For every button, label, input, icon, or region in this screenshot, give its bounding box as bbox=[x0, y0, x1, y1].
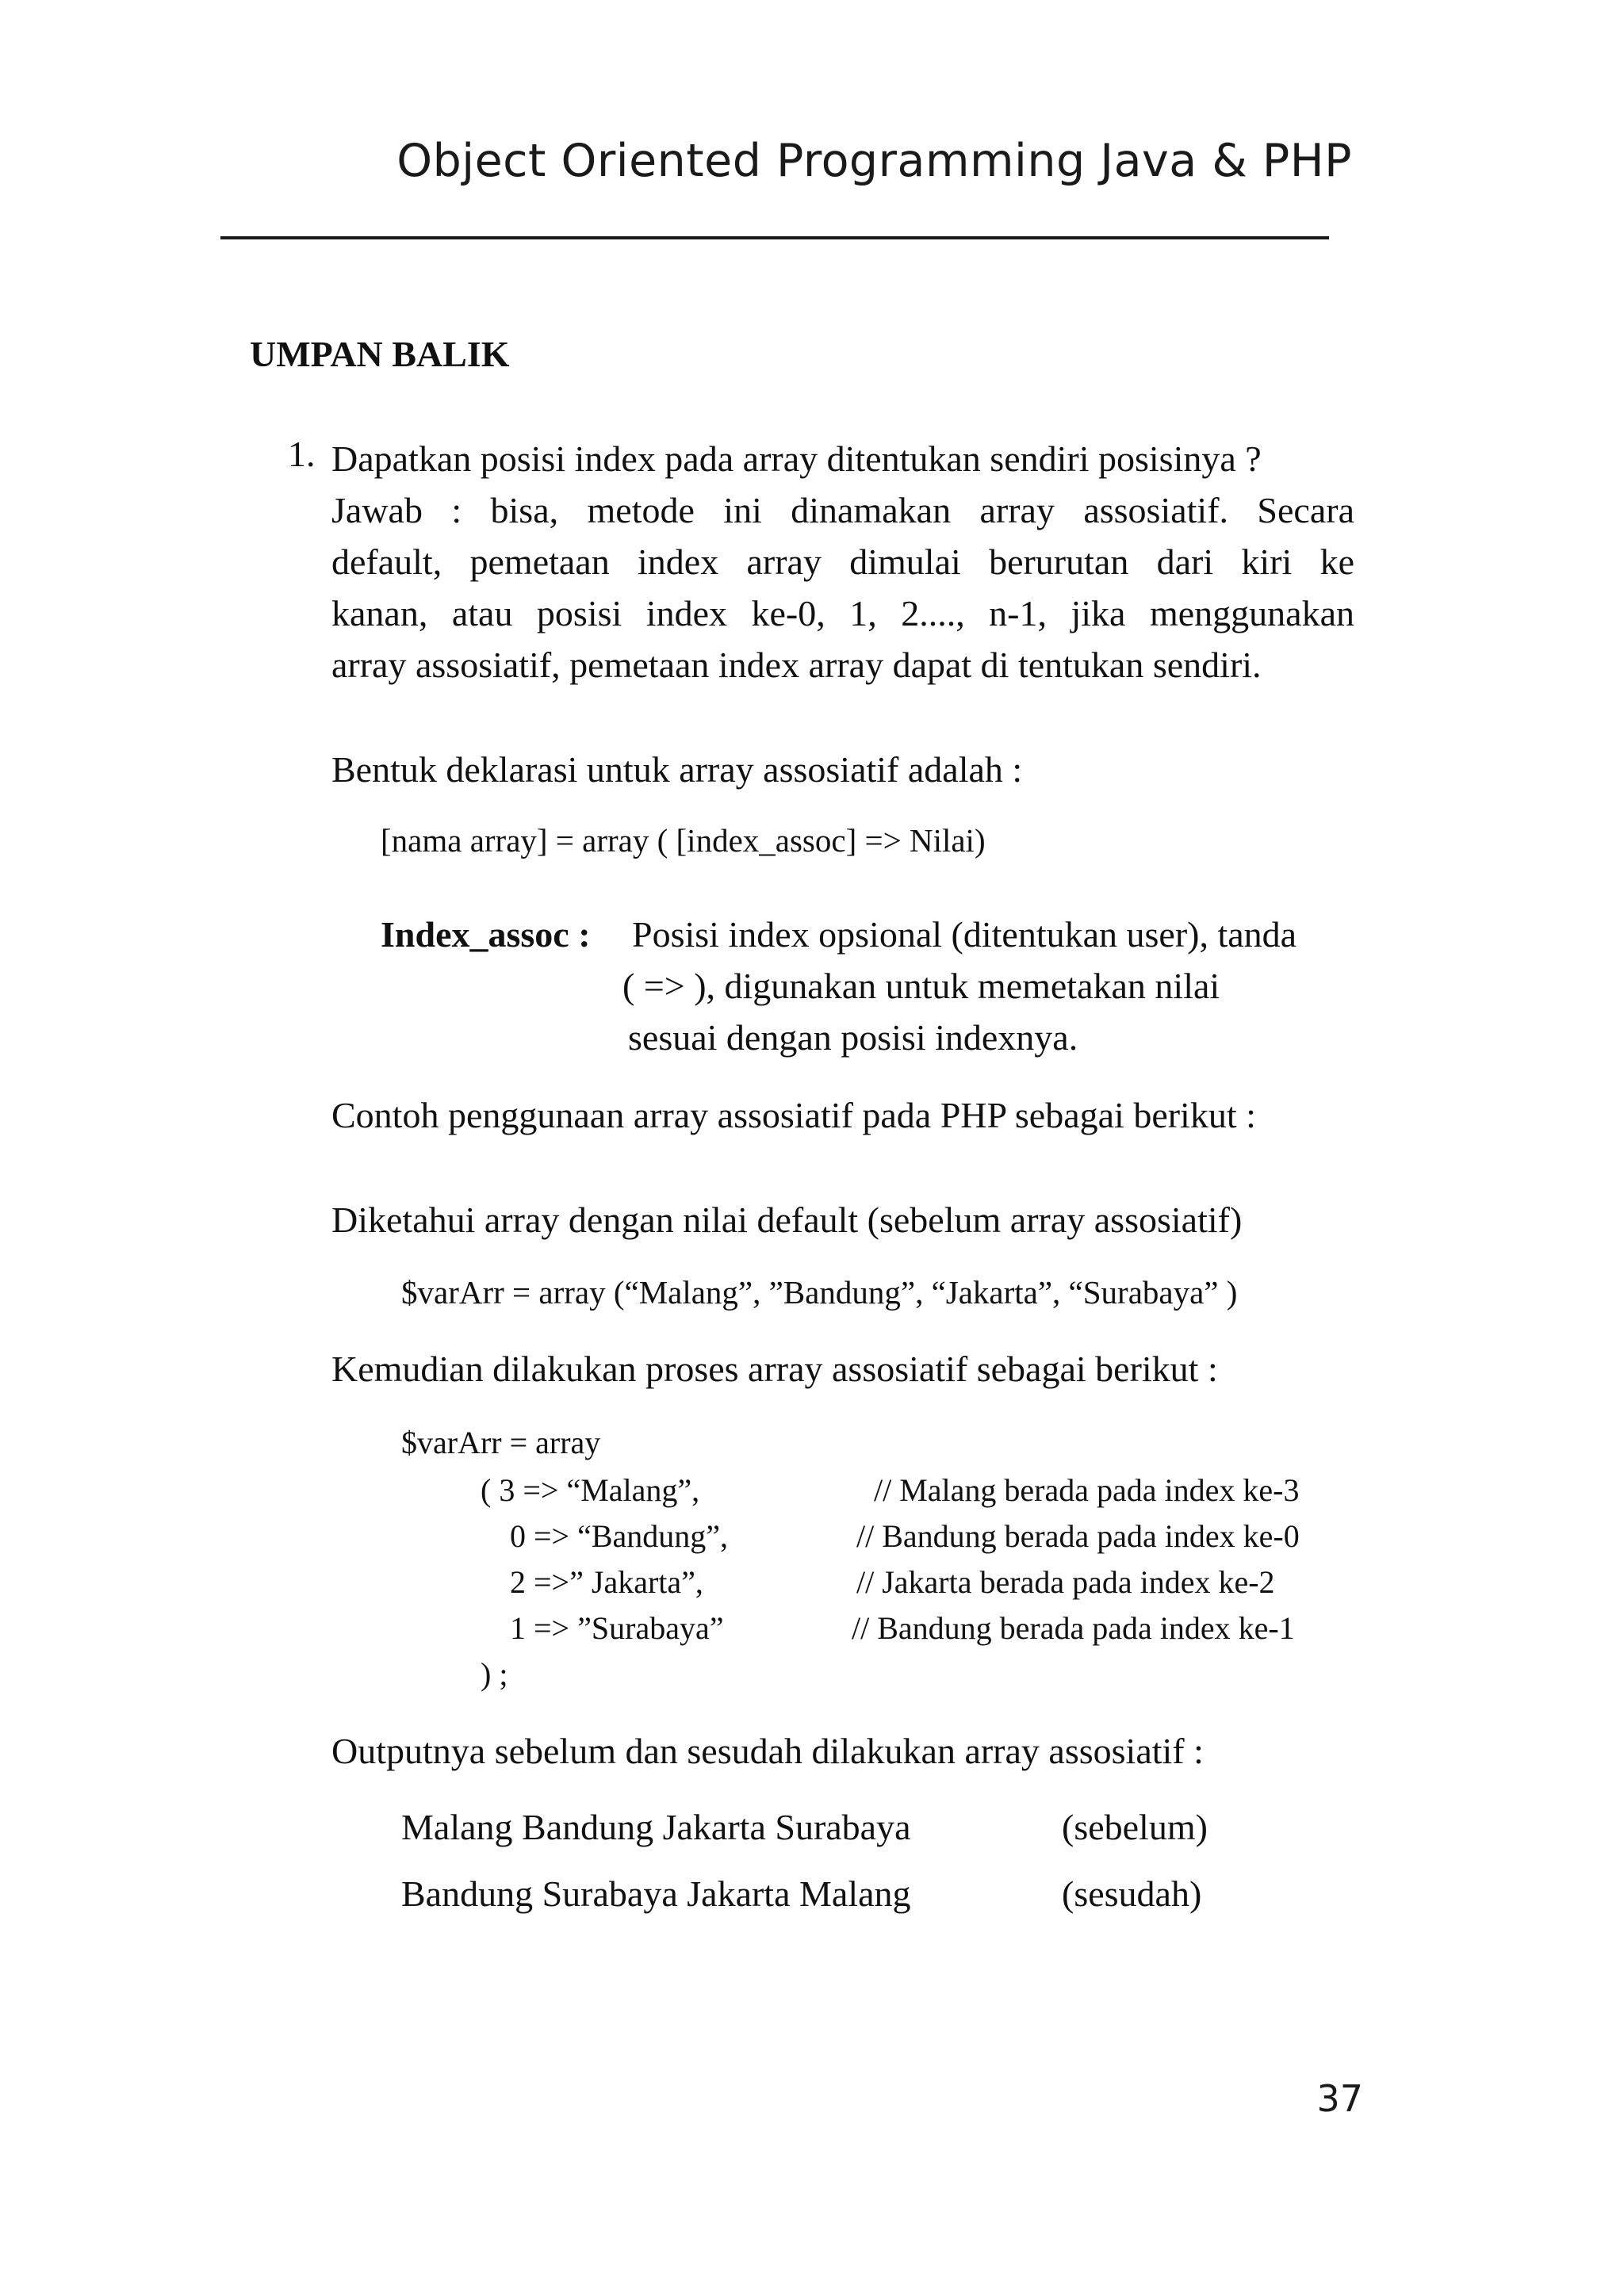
answer-line-2: default, pemetaan index array dimulai berurutan dari kiri ke bbox=[331, 541, 1354, 582]
example-intro: Contoh penggunaan array assosiatif pada PHP sebagai berikut : bbox=[331, 1095, 1256, 1135]
index-assoc-desc-2: ( => ), digunakan untuk memetakan nilai bbox=[622, 966, 1220, 1006]
assoc-code-row-3: 2 =>” Jakarta”, bbox=[510, 1564, 703, 1600]
assoc-comment-row-2: // Bandung berada pada index ke-0 bbox=[856, 1518, 1300, 1554]
assoc-comment-row-3: // Jakarta berada pada index ke-2 bbox=[856, 1564, 1275, 1600]
index-assoc-desc-1: Posisi index opsional (ditentukan user), tanda bbox=[632, 914, 1297, 955]
example-known: Diketahui array dengan nilai default (sebelum array assosiatif) bbox=[331, 1200, 1243, 1240]
assoc-code-row-4: 1 => ”Surabaya” bbox=[510, 1610, 724, 1646]
assoc-comment-row-1: // Malang berada pada index ke-3 bbox=[874, 1472, 1300, 1508]
declaration-syntax: [nama array] = array ( [index_assoc] => Nilai) bbox=[381, 822, 986, 859]
output-before-values: Malang Bandung Jakarta Surabaya bbox=[401, 1807, 911, 1847]
process-intro: Kemudian dilakukan proses array assosiatif sebagai berikut : bbox=[331, 1349, 1218, 1389]
assoc-code-open: $varArr = array bbox=[401, 1425, 601, 1460]
output-before-label: (sebelum) bbox=[1062, 1807, 1208, 1847]
running-header: Object Oriented Programming Java & PHP bbox=[396, 135, 1352, 187]
answer-line-4: array assosiatif, pemetaan index array dapat di tentukan sendiri. bbox=[331, 645, 1262, 685]
question-text: Dapatkan posisi index pada array ditentukan sendiri posisinya ? bbox=[331, 438, 1262, 479]
question-paragraph bbox=[331, 433, 1354, 691]
header-rule bbox=[220, 236, 1329, 239]
output-intro: Outputnya sebelum dan sesudah dilakukan array assosiatif : bbox=[331, 1731, 1204, 1771]
output-after-values: Bandung Surabaya Jakarta Malang bbox=[401, 1873, 911, 1914]
assoc-code-row-2: 0 => “Bandung”, bbox=[510, 1518, 729, 1554]
index-assoc-desc-3: sesuai dengan posisi indexnya. bbox=[628, 1017, 1078, 1058]
assoc-comment-row-4: // Bandung berada pada index ke-1 bbox=[852, 1610, 1295, 1646]
section-title: UMPAN BALIK bbox=[250, 334, 510, 374]
answer-line-1: Jawab : bisa, metode ini dinamakan array assosiatif. Secara bbox=[331, 490, 1354, 530]
answer-line-3: kanan, atau posisi index ke-0, 1, 2...., n-1, jika menggunakan bbox=[331, 593, 1354, 633]
page-number: 37 bbox=[1316, 2077, 1363, 2120]
assoc-code-row-1: ( 3 => “Malang”, bbox=[481, 1472, 700, 1508]
default-array-code: $varArr = array (“Malang”, ”Bandung”, “Jakarta”, “Surabaya” ) bbox=[401, 1274, 1238, 1311]
list-number: 1. bbox=[288, 434, 316, 474]
assoc-code-close: ) ; bbox=[481, 1656, 508, 1692]
output-after-label: (sesudah) bbox=[1062, 1873, 1202, 1914]
index-assoc-label: Index_assoc : bbox=[381, 914, 591, 955]
declaration-intro: Bentuk deklarasi untuk array assosiatif adalah : bbox=[331, 749, 1023, 790]
